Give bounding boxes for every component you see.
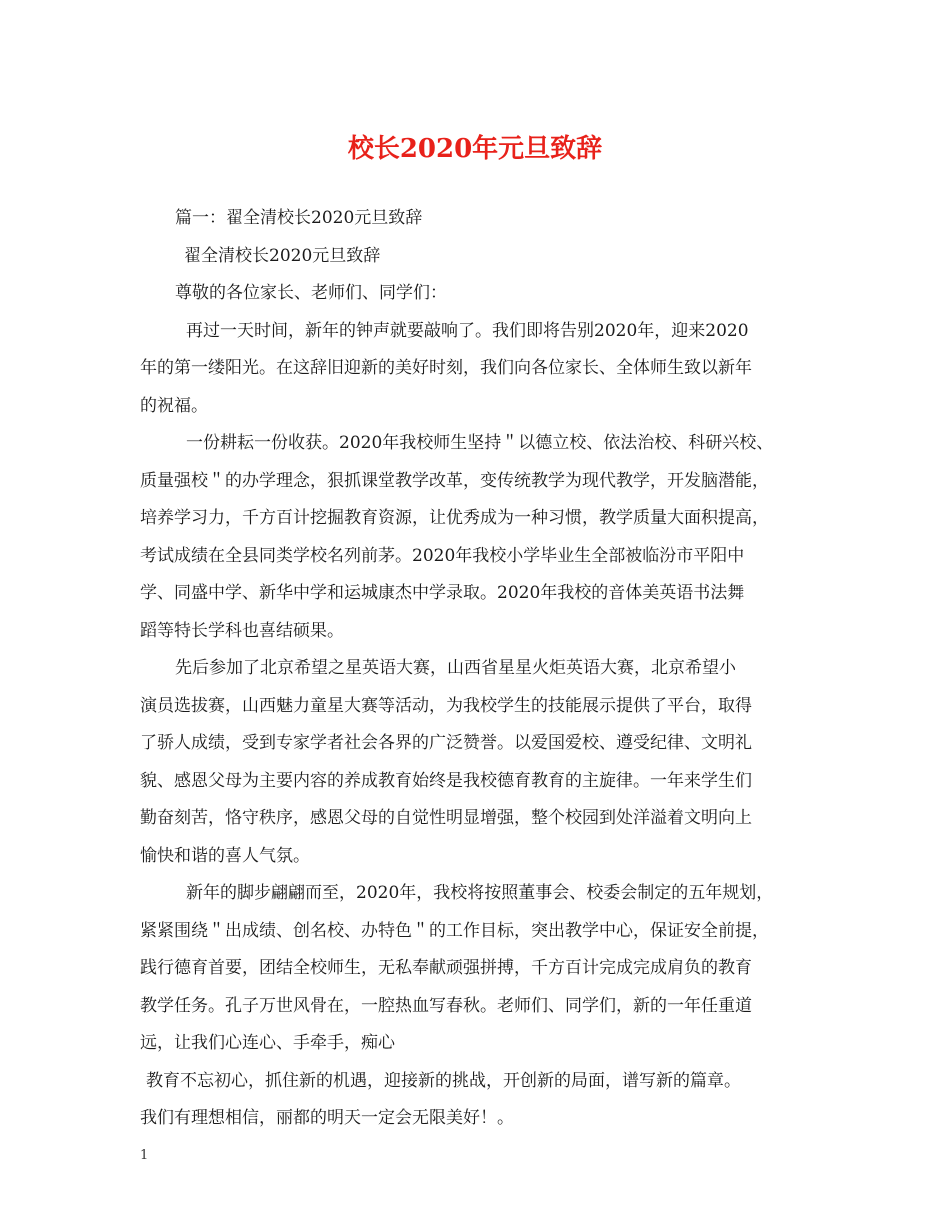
paragraph-line: 新年的脚步翩翩而至，2020年，我校将按照董事会、校委会制定的五年规划，	[186, 883, 774, 903]
paragraph-line: 质量强校＂的办学理念，狠抓课堂教学改革，变传统教学为现代教学，开发脑潜能，	[140, 470, 769, 491]
paragraph-line: 再过一天时间，新年的钟声就要敲响了。我们即将告别2020年，迎来2020	[186, 320, 749, 341]
paragraph-line: 紧紧围绕＂出成绩、创名校、办特色＂的工作目标，突出教学中心，保证安全前提，	[140, 920, 769, 941]
page-number: 1	[140, 1148, 149, 1163]
paragraph-line: 培养学习力，千方百计挖掘教育资源，让优秀成为一种习惯，教学质量大面积提高，	[140, 508, 769, 528]
paragraph-line: 践行德育首要，团结全校师生，无私奉献顽强拼搏，千方百计完成完成肩负的教育	[140, 958, 752, 978]
speech-title: 翟全清校长2020元旦致辞	[184, 245, 381, 266]
section-heading: 篇一：翟全清校长2020元旦致辞	[175, 208, 423, 228]
paragraph-line: 先后参加了北京希望之星英语大赛，山西省星星火炬英语大赛，北京希望小	[175, 658, 736, 678]
paragraph-line: 我们有理想相信，丽都的明天一定会无限美好！。	[140, 1108, 514, 1128]
document-body	[140, 200, 830, 1138]
paragraph-line: 年的第一缕阳光。在这辞旧迎新的美好时刻，我们向各位家长、全体师生致以新年	[140, 358, 752, 378]
paragraph-line: 貌、感恩父母为主要内容的养成教育始终是我校德育教育的主旋律。一年来学生们	[140, 770, 752, 791]
paragraph-line: 考试成绩在全县同类学校名列前茅。2020年我校小学毕业生全部被临汾市平阳中	[140, 545, 745, 566]
salutation: 尊敬的各位家长、老师们、同学们：	[175, 283, 447, 303]
paragraph-line: 了骄人成绩，受到专家学者社会各界的广泛赞誉。以爱国爱校、遵受纪律、文明礼	[140, 733, 752, 753]
paragraph-line: 一份耕耘一份收获。2020年我校师生坚持＂以德立校、依法治校、科研兴校、	[186, 433, 774, 453]
paragraph-line: 远，让我们心连心、手牵手，痴心	[140, 1033, 395, 1053]
paragraph-line: 教学任务。孔子万世风骨在，一腔热血写春秋。老师们、同学们，新的一年任重道	[140, 995, 752, 1016]
paragraph-line: 演员选拔赛，山西魅力童星大赛等活动，为我校学生的技能展示提供了平台，取得	[140, 695, 752, 716]
paragraph-line: 教育不忘初心，抓住新的机遇，迎接新的挑战，开创新的局面，谱写新的篇章。	[146, 1070, 741, 1091]
paragraph-line: 勤奋刻苦，恪守秩序，感恩父母的自觉性明显增强，整个校园到处洋溢着文明向上	[140, 808, 752, 828]
paragraph-line: 愉快和谐的喜人气氛。	[140, 845, 310, 866]
paragraph-line: 学、同盛中学、新华中学和运城康杰中学录取。2020年我校的音体美英语书法舞	[140, 583, 745, 603]
document-title: 校长2020年元旦致辞	[347, 134, 603, 164]
paragraph-line: 的祝福。	[140, 395, 208, 416]
paragraph-line: 蹈等特长学科也喜结硕果。	[140, 620, 344, 641]
